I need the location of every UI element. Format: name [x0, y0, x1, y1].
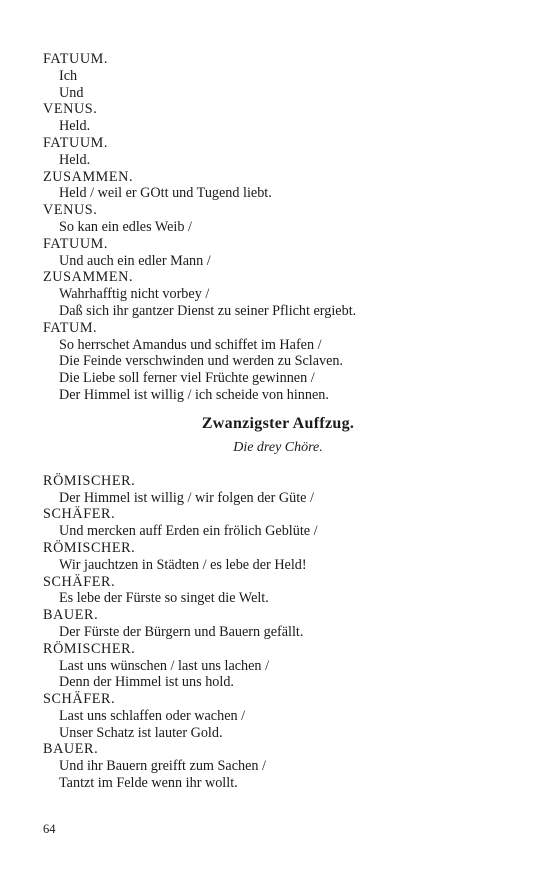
speaker-name: FATUUM. [43, 235, 109, 252]
speaker-name: SCHÄFER. [43, 573, 116, 590]
verse-line: Last uns wünschen / last uns lachen / [59, 657, 270, 674]
verse-line: Unser Schatz ist lauter Gold. [59, 724, 223, 741]
speaker-name: RÖMISCHER. [43, 640, 136, 657]
verse-line: Held / weil er GOtt und Tugend liebt. [59, 185, 272, 202]
verse-line: Und [59, 84, 84, 101]
speaker-name: BAUER. [43, 741, 99, 758]
verse-line: Tantzt im Felde wenn ihr wollt. [59, 775, 238, 792]
speaker-name: RÖMISCHER. [43, 539, 136, 556]
speaker-name: VENUS. [43, 202, 98, 219]
verse-line: Der Himmel ist willig / wir folgen der Güte / [59, 489, 314, 506]
speaker-name: FATUUM. [43, 134, 109, 151]
speaker-name: SCHÄFER. [43, 506, 116, 523]
dialogue-block-top [43, 51, 513, 404]
verse-line: Daß sich ihr gantzer Dienst zu seiner Pflicht ergiebt. [59, 302, 357, 319]
verse-line: Der Himmel ist willig / ich scheide von hinnen. [59, 386, 329, 403]
verse-line: Held. [59, 118, 91, 135]
speaker-name: VENUS. [43, 101, 98, 118]
verse-line: Last uns schlaffen oder wachen / [59, 707, 246, 724]
verse-line: Wir jauchtzen in Städten / es lebe der Held! [59, 556, 307, 573]
page-number: 64 [43, 822, 56, 836]
dialogue-block-bottom [43, 473, 513, 792]
speaker-name: FATUUM. [43, 51, 109, 67]
page-body [43, 51, 513, 792]
speaker-name: SCHÄFER. [43, 691, 116, 708]
verse-line: Die Liebe soll ferner viel Früchte gewinnen / [59, 370, 315, 387]
verse-line: Ich [59, 67, 78, 84]
verse-line: Held. [59, 151, 91, 168]
verse-line: Wahrhafftig nicht vorbey / [59, 286, 210, 303]
section-heading: Zwanzigster Auffzug. [201, 414, 355, 432]
verse-line: Und ihr Bauern greifft zum Sachen / [59, 758, 266, 775]
verse-line: Es lebe der Fürste so singet die Welt. [59, 590, 269, 607]
verse-line: Denn der Himmel ist uns hold. [59, 674, 234, 691]
verse-line: Und auch ein edler Mann / [59, 252, 211, 269]
verse-line: So kan ein edles Weib / [59, 218, 192, 235]
verse-line: Der Fürste der Bürgern und Bauern gefällt. [59, 623, 304, 640]
speaker-name: BAUER. [43, 607, 99, 624]
speaker-name: ZUSAMMEN. [43, 269, 134, 286]
speaker-name: ZUSAMMEN. [43, 168, 134, 185]
verse-line: So herrschet Amandus und schiffet im Hafen / [59, 336, 322, 353]
section-subheading: Die drey Chöre. [233, 439, 323, 455]
section-heading-block [43, 414, 513, 458]
speaker-name: FATUM. [43, 319, 98, 336]
speaker-name: RÖMISCHER. [43, 472, 136, 489]
verse-line: Und mercken auff Erden ein frölich Geblüte / [59, 523, 318, 540]
verse-line: Die Feinde verschwinden und werden zu Sclaven. [59, 353, 344, 370]
